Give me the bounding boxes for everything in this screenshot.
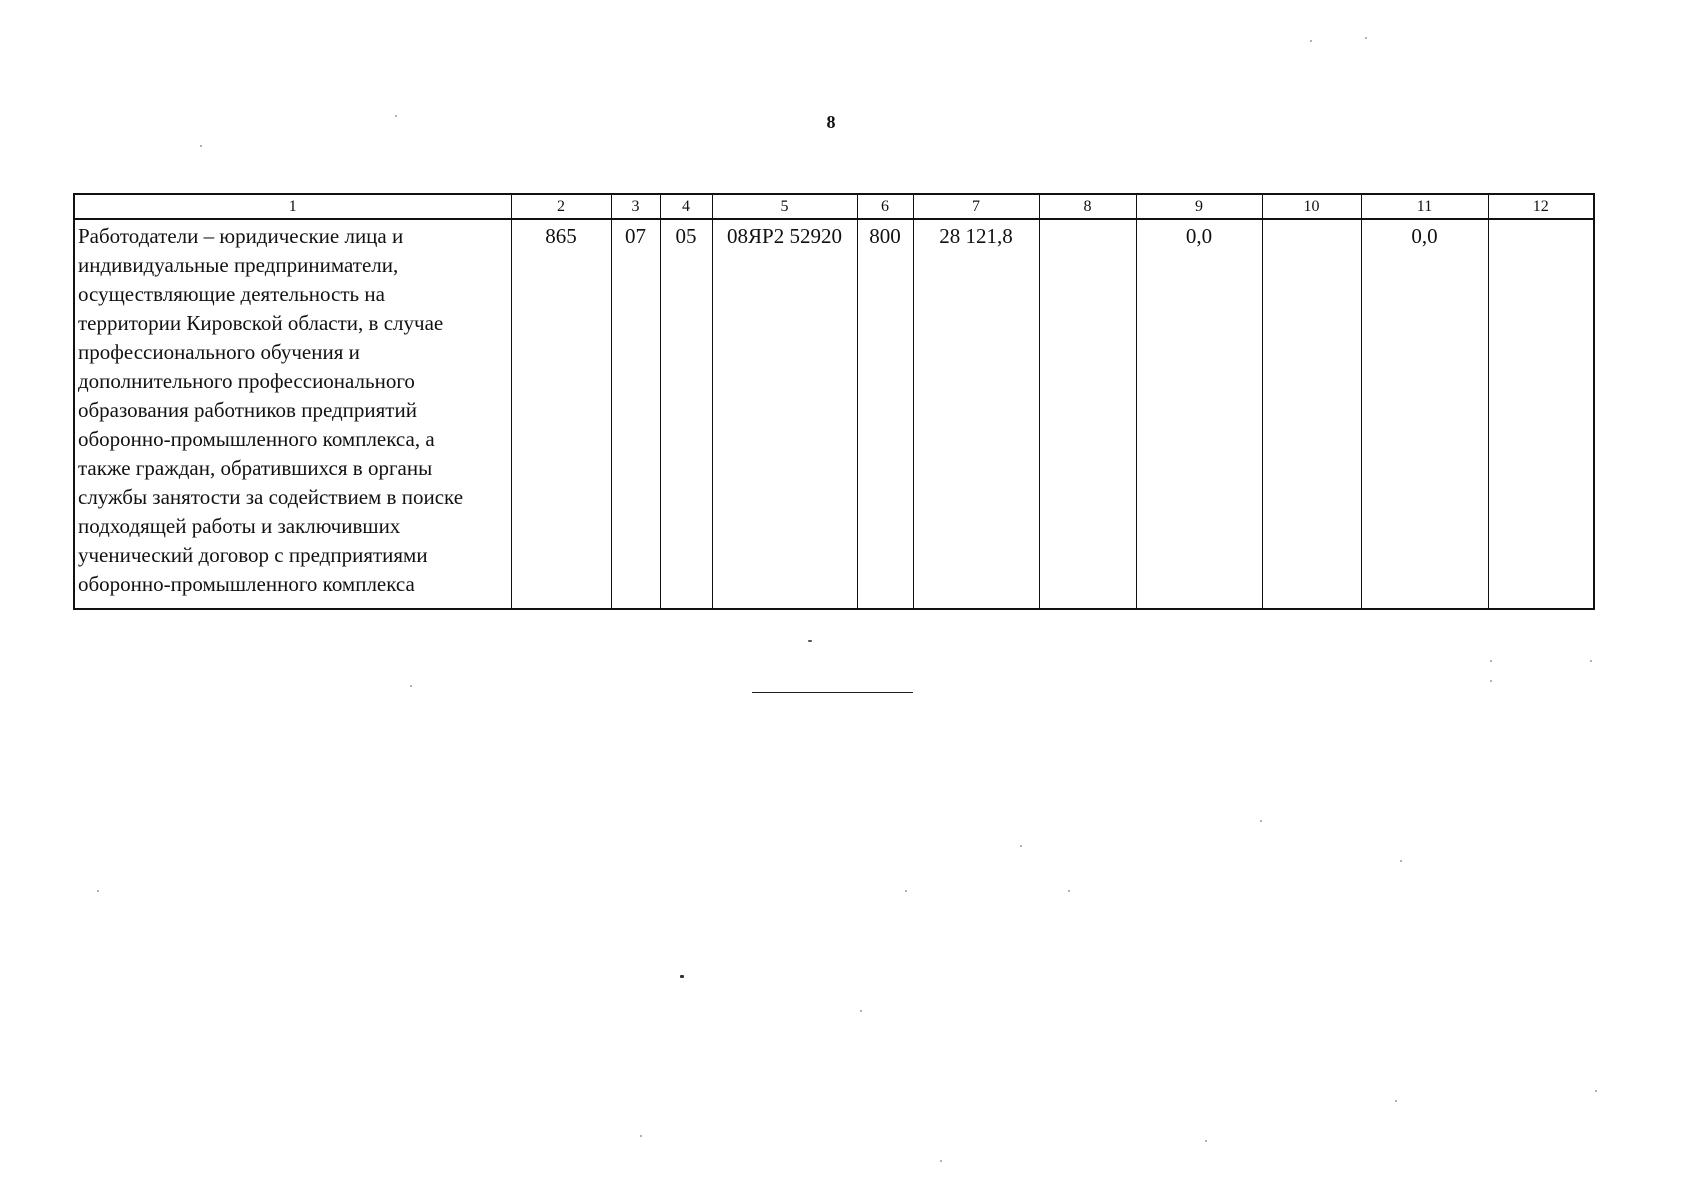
- cell-amount-10: [1262, 219, 1361, 609]
- scan-speck: [1365, 37, 1367, 39]
- column-header-4: 4: [660, 194, 712, 219]
- scan-speck: [1400, 860, 1402, 862]
- column-header-8: 8: [1039, 194, 1136, 219]
- cell-amount-8: [1039, 219, 1136, 609]
- cell-code-4: 05: [660, 219, 712, 609]
- cell-code-6: 800: [857, 219, 913, 609]
- column-header-2: 2: [511, 194, 611, 219]
- column-header-7: 7: [913, 194, 1039, 219]
- scan-speck: [860, 1010, 862, 1012]
- column-header-3: 3: [611, 194, 660, 219]
- column-header-11: 11: [1361, 194, 1488, 219]
- scan-speck: [1595, 1090, 1597, 1092]
- scan-speck: [200, 145, 202, 147]
- column-header-1: 1: [74, 194, 511, 219]
- scan-speck: [940, 1160, 942, 1162]
- cell-amount-12: [1488, 219, 1594, 609]
- scan-speck: [1490, 660, 1492, 662]
- scan-speck: [1205, 1140, 1207, 1142]
- table-header: [74, 194, 1594, 219]
- scan-speck: [1068, 890, 1070, 892]
- column-header-12: 12: [1488, 194, 1594, 219]
- scan-speck: [1020, 845, 1022, 847]
- scan-speck: [808, 640, 812, 642]
- scan-speck: [680, 975, 684, 978]
- cell-amount-9: 0,0: [1136, 219, 1262, 609]
- scan-speck: [1395, 1100, 1397, 1102]
- scan-speck: [905, 890, 907, 892]
- scan-speck: [1260, 820, 1262, 822]
- column-header-6: 6: [857, 194, 913, 219]
- cell-amount-11: 0,0: [1361, 219, 1488, 609]
- cell-code-3: 07: [611, 219, 660, 609]
- scan-speck: [97, 890, 99, 892]
- scan-speck: [1490, 680, 1492, 682]
- scan-speck: [1590, 660, 1592, 662]
- cell-code-5: 08ЯР2 52920: [712, 219, 857, 609]
- separator-line: [752, 692, 913, 693]
- scan-speck: [640, 1135, 642, 1137]
- cell-amount-7: 28 121,8: [913, 219, 1039, 609]
- scan-speck: [395, 115, 397, 117]
- column-header-5: 5: [712, 194, 857, 219]
- column-header-10: 10: [1262, 194, 1361, 219]
- scan-speck: [1310, 40, 1312, 42]
- header-row: [74, 194, 1594, 219]
- scan-speck: [410, 685, 412, 687]
- row-description-cell: Работодатели – юридические лица и индивидуальные предприниматели, осуществляющие деятельность на территории Кировской области, в случае профессионального обучения и дополнительного профессионального образования работников предприятий оборонно-промышленного комплекса, а также граждан, обратившихся в органы службы занятости за содействием в поиске подходящей работы и заключивших ученический договор с предприятиями оборонно-промышленного комплекса: [74, 219, 511, 609]
- cell-code-2: 865: [511, 219, 611, 609]
- budget-table: [73, 193, 1595, 610]
- column-header-9: 9: [1136, 194, 1262, 219]
- page-number: 8: [826, 112, 836, 132]
- table-row: [74, 219, 1594, 609]
